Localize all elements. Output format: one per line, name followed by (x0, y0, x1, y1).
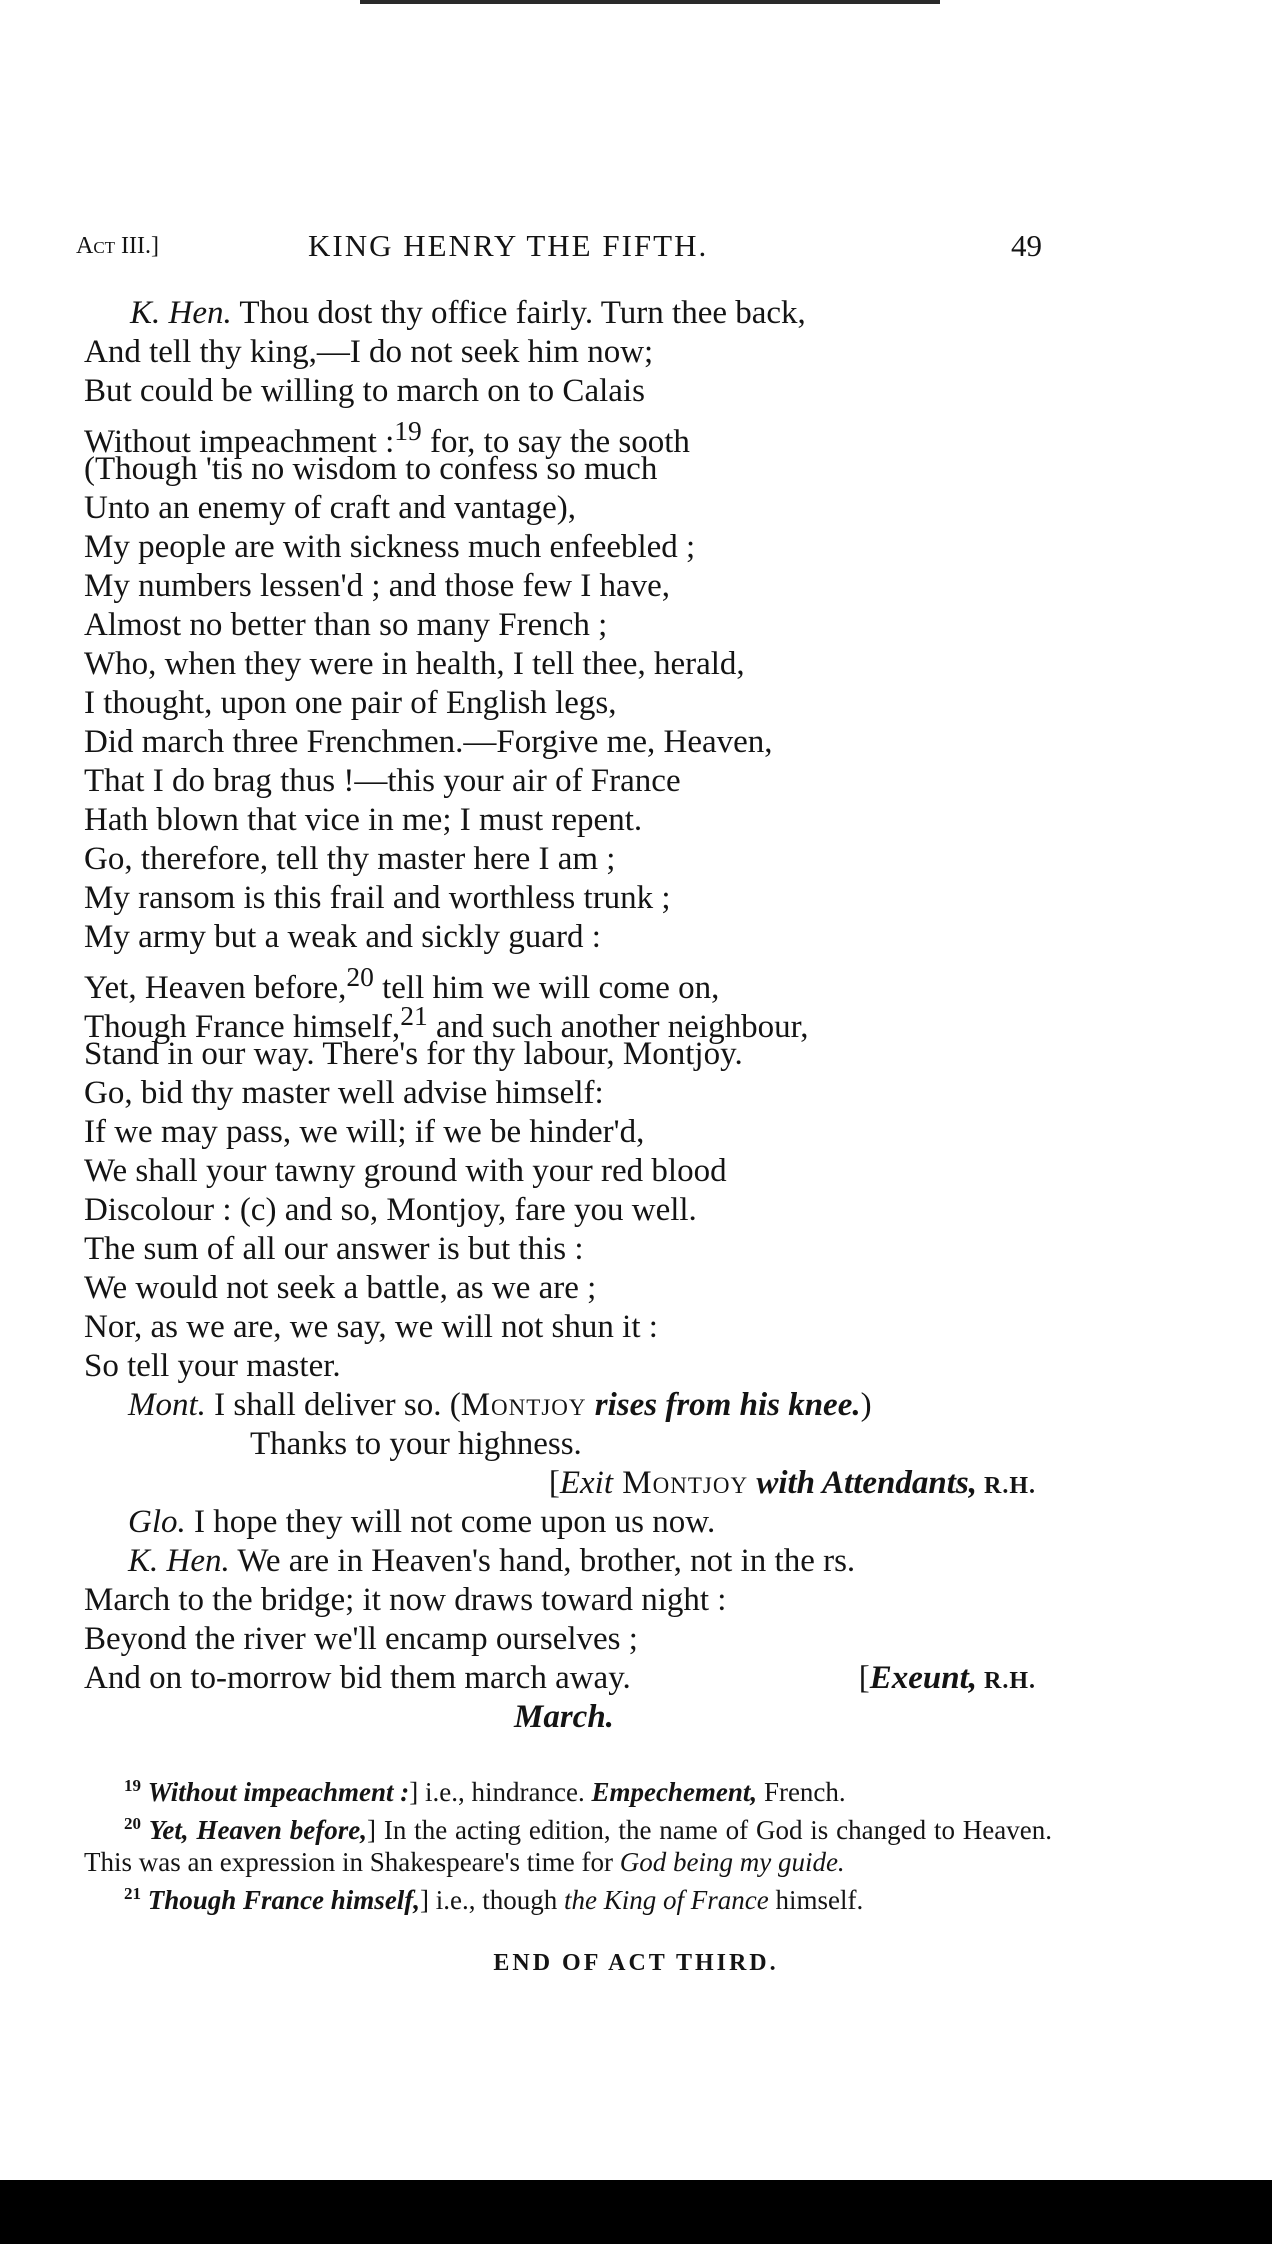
verse-line: Hath blown that vice in me; I must repent. (84, 802, 643, 838)
footnote-term: the King of France (564, 1885, 769, 1915)
verse-line: We would not seek a battle, as we are ; (84, 1270, 597, 1306)
verse-line: My army but a weak and sickly guard : (84, 919, 601, 955)
bracket: [ (548, 1465, 560, 1501)
stage-direction-word: Exeunt, (869, 1660, 977, 1696)
footnotes (84, 1770, 1052, 1916)
verse-line: Discolour : (c) and so, Montjoy, fare you well. (84, 1192, 697, 1228)
footnote-number: 19 (124, 1776, 141, 1795)
stage-direction-word: with Attendants, (748, 1465, 977, 1501)
verse-line (84, 1386, 1064, 1425)
footnote-number: 21 (124, 1884, 141, 1903)
bracket: [ (858, 1660, 870, 1696)
verse-line (84, 294, 1064, 333)
stage-position: R.H. (977, 1473, 1036, 1499)
line-text: Yet, Heaven before, (84, 970, 347, 1006)
stage-direction (84, 1698, 1064, 1737)
line-text: tell him we will come on, (373, 970, 720, 1006)
verse-line (84, 957, 1064, 1006)
verse-line: Thanks to your highness. (250, 1426, 582, 1462)
line-text: I hope they will not come upon us now. (185, 1504, 716, 1540)
verse-line: The sum of all our answer is but this : (84, 1231, 584, 1267)
line-text: Thou dost thy office fairly. Turn thee back, (239, 295, 806, 331)
speaker-name: Mont. (128, 1387, 206, 1423)
footnote-lemma: Though France himself, (147, 1885, 421, 1915)
verse-line: If we may pass, we will; if we be hinder'd, (84, 1114, 645, 1150)
verse-line: Beyond the river we'll encamp ourselves ; (84, 1621, 638, 1657)
line-text: Though France himself, (84, 1009, 401, 1045)
stage-direction-word: March. (514, 1699, 614, 1735)
verse-line: My numbers lessen'd ; and those few I have, (84, 568, 671, 604)
verse-line: I thought, upon one pair of English legs, (84, 685, 617, 721)
verse-line (84, 996, 1064, 1045)
verse-line (84, 1542, 1064, 1581)
verse-line (84, 1503, 1064, 1542)
footnote-text: himself. (768, 1885, 864, 1915)
speaker-name: K. Hen. (130, 295, 232, 331)
footnote-term: Empechement, (591, 1777, 758, 1807)
book-title: KING HENRY THE FIFTH. (308, 228, 709, 263)
top-rule (360, 0, 940, 4)
verse-line: Unto an enemy of craft and vantage), (84, 490, 577, 526)
line-text: We are in Heaven's hand, brother, not in the rs. (229, 1543, 856, 1579)
verse-line: So tell your master. (84, 1348, 341, 1384)
verse-line: Did march three Frenchmen.—Forgive me, Heaven, (84, 724, 773, 760)
footnote-quote: God being my guide. (619, 1847, 845, 1877)
verse-line: Who, when they were in health, I tell thee, herald, (84, 646, 745, 682)
verse-line: Go, bid thy master well advise himself: (84, 1075, 604, 1111)
verse-line: Almost no better than so many French ; (84, 607, 608, 643)
stage-direction (84, 1464, 1064, 1503)
character-name: Montjoy (613, 1465, 749, 1501)
end-of-act: END OF ACT THIRD. (493, 1950, 779, 1976)
line-text: Without impeachment : (84, 424, 395, 460)
footnote-ref: 21 (400, 1000, 428, 1031)
verse-line: Nor, as we are, we say, we will not shun it : (84, 1309, 658, 1345)
footnote-lemma: Yet, Heaven before, (148, 1815, 367, 1845)
verse-line: And tell thy king,—I do not seek him now; (84, 334, 654, 370)
running-head (76, 224, 1042, 268)
verse-line (84, 1659, 1064, 1698)
line-text: and such another neighbour, (427, 1009, 809, 1045)
stage-direction: rises from his knee. (586, 1387, 861, 1423)
exeunt-direction (859, 1659, 1036, 1701)
verse-text (84, 294, 1064, 1737)
exit-direction (549, 1464, 1036, 1506)
verse-line: But could be willing to march on to Calais (84, 373, 645, 409)
verse-line: That I do brag thus !—this your air of France (84, 763, 681, 799)
verse-line: We shall your tawny ground with your red blood (84, 1153, 727, 1189)
verse-line: My people are with sickness much enfeebled ; (84, 529, 696, 565)
speaker-name: K. Hen. (128, 1543, 230, 1579)
footnote (84, 1808, 1052, 1878)
verse-line: My ransom is this frail and worthless trunk ; (84, 880, 671, 916)
verse-line: Go, therefore, tell thy master here I am ; (84, 841, 616, 877)
footnote-text: ] i.e., though (420, 1885, 565, 1915)
footnote-ref: 20 (346, 961, 374, 992)
verse-line: (Though 'tis no wisdom to confess so much (84, 451, 658, 487)
speaker-name: Glo. (128, 1504, 186, 1540)
stage-direction-word: Exit (559, 1465, 614, 1501)
verse-line: March to the bridge; it now draws toward night : (84, 1582, 727, 1618)
scan-border (0, 2180, 1272, 2244)
line-text: And on to-morrow bid them march away. (84, 1660, 631, 1696)
footnote (84, 1878, 1052, 1916)
act-label: Act III.] (76, 233, 160, 259)
footnote-lemma: Without impeachment : (147, 1777, 410, 1807)
footnote-text: ] i.e., hindrance. (409, 1777, 585, 1807)
line-text: I shall deliver so. ( (205, 1387, 461, 1423)
footnote (84, 1770, 1052, 1808)
footnote-ref: 19 (394, 415, 422, 446)
footnote-text: ] In the acting edition, the name of God is changed to Heaven. This was an expression in Shakespeare's time for (84, 1815, 1053, 1877)
character-name: Montjoy (460, 1387, 587, 1423)
verse-line (84, 411, 1064, 460)
footnote-text: French. (757, 1777, 846, 1807)
line-text: ) (860, 1387, 872, 1423)
stage-position: R.H. (977, 1668, 1036, 1694)
footnote-number: 20 (124, 1814, 141, 1833)
page-number: 49 (1011, 228, 1042, 263)
line-text: for, to say the sooth (421, 424, 690, 460)
verse-line: Stand in our way. There's for thy labour, Montjoy. (84, 1036, 743, 1072)
